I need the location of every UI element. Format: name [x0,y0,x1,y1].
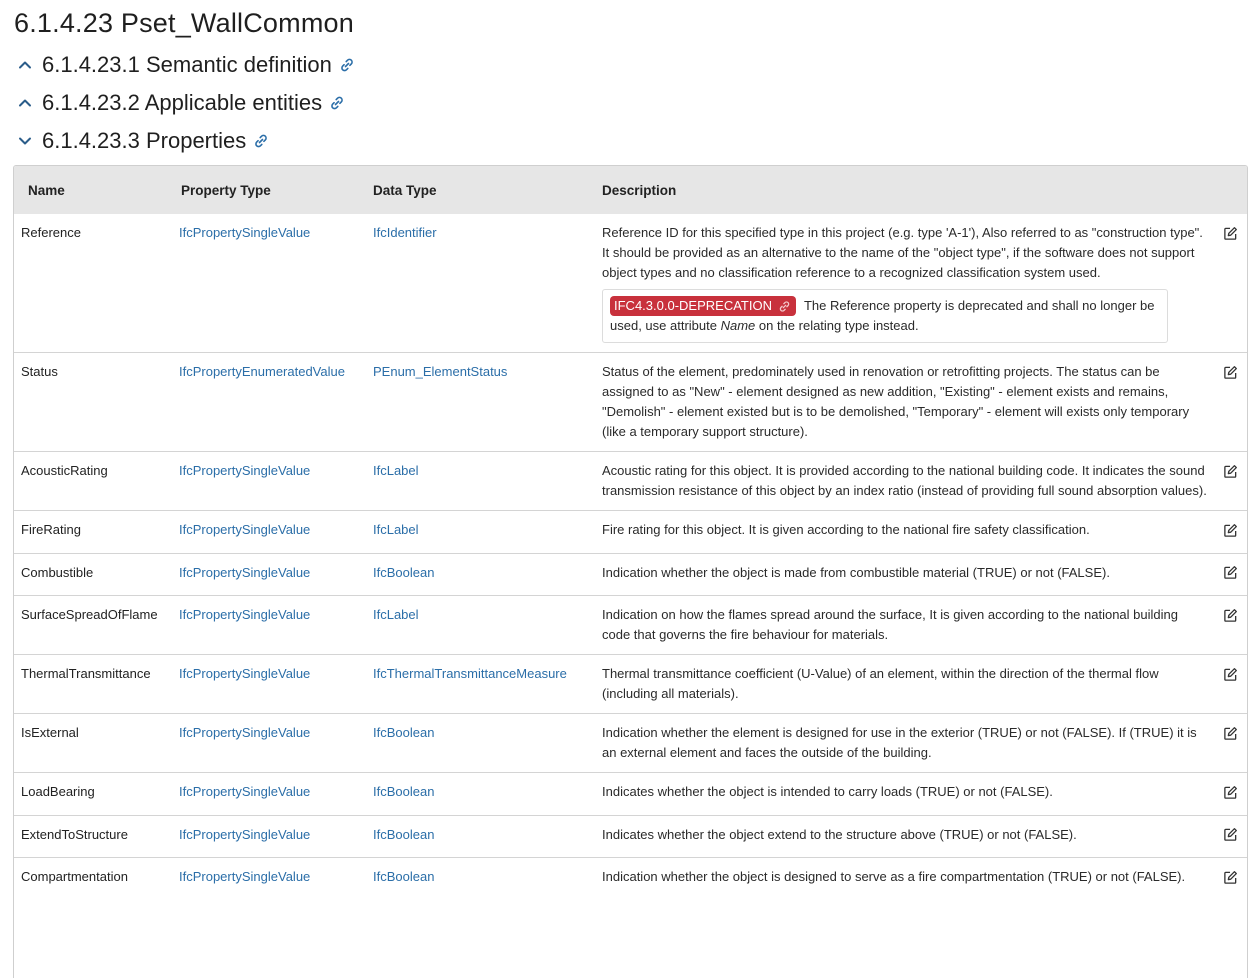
edit-icon[interactable] [1221,462,1239,480]
property-name: ThermalTransmittance [14,655,173,714]
table-row [14,214,1247,353]
property-type-link[interactable]: IfcPropertySingleValue [179,784,311,799]
data-type-link[interactable]: IfcIdentifier [373,225,437,240]
description-cell [596,655,1213,714]
property-type-cell [173,773,367,816]
section-label: 6.1.4.23.1 Semantic definition [42,52,332,77]
header-property-type: Property Type [173,166,367,214]
data-type-link[interactable]: IfcLabel [373,607,419,622]
data-type-link[interactable]: IfcBoolean [373,725,435,740]
description-cell [596,452,1213,511]
edit-icon[interactable] [1221,724,1239,742]
description-text: Reference ID for this specified type in this project (e.g. type 'A-1'), Also referred to as "construction type". It should be provided as an alternative to the name of the "object type", if the software does not support object types and no classification reference to a recognized classification system used. [602,225,1203,280]
data-type-cell [367,214,596,353]
data-type-cell [367,655,596,714]
property-type-cell [173,214,367,353]
description-text: Indicates whether the object is intended to carry loads (TRUE) or not (FALSE). [602,784,1053,799]
edit-cell [1213,553,1247,596]
edit-icon[interactable] [1221,868,1239,886]
property-type-link[interactable]: IfcPropertySingleValue [179,869,311,884]
header-name: Name [14,166,173,214]
edit-icon[interactable] [1221,783,1239,801]
chevron-down-icon [14,130,36,152]
deprecation-text: The Reference property is deprecated and shall no longer be used, use attribute [610,298,1155,333]
data-type-link[interactable]: IfcBoolean [373,826,435,842]
data-type-link[interactable]: IfcBoolean [373,869,435,884]
section-applicable-entities[interactable] [14,86,345,120]
description-text: Indication on how the flames spread around the surface, It is given according to the national building code that governs the fire behaviour for materials. [602,607,1178,642]
link-icon[interactable] [253,133,269,149]
data-type-link[interactable]: IfcLabel [373,463,419,478]
property-type-link[interactable]: IfcPropertySingleValue [179,225,311,240]
property-type-cell [173,452,367,511]
property-type-link[interactable]: IfcPropertySingleValue [179,522,311,537]
data-type-cell [367,858,596,900]
section-properties[interactable] [14,124,269,158]
edit-cell [1213,858,1247,900]
property-type-link[interactable]: IfcPropertyEnumeratedValue [179,364,345,379]
chevron-up-icon [14,92,36,114]
property-type-cell [173,353,367,452]
description-cell [596,815,1213,858]
description-cell [596,773,1213,816]
property-type-cell [173,553,367,596]
edit-icon[interactable] [1221,564,1239,582]
description-cell [596,214,1213,353]
property-name: LoadBearing [14,773,173,816]
description-text: Indication whether the object is made from combustible material (TRUE) or not (FALSE). [602,564,1110,580]
property-type-cell [173,596,367,655]
deprecation-text-end: on the relating type instead. [755,318,919,333]
header-edit [1213,166,1247,214]
table-row [14,553,1247,596]
section-label: 6.1.4.23.3 Properties [42,128,247,153]
property-type-cell [173,511,367,554]
data-type-cell [367,596,596,655]
edit-icon[interactable] [1221,606,1239,624]
description-text: Status of the element, predominately used in renovation or retrofitting projects. The status can be assigned to as "New" - element designed as new addition, "Existing" - element exists and remains, "Demolish" - element existed but is to be demolished, "Temporary" - element will exists only temporary (like a temporary support structure). [602,364,1190,439]
property-name: Reference [21,225,81,240]
description-cell [596,511,1213,554]
section-label: 6.1.4.23.2 Applicable entities [42,90,323,115]
link-icon[interactable] [329,95,345,111]
data-type-cell [367,511,596,554]
edit-cell [1213,655,1247,714]
property-name: IsExternal [14,714,173,773]
description-cell [596,596,1213,655]
edit-icon[interactable] [1221,665,1239,683]
description-text: Acoustic rating for this object. It is provided according to the national building code. It indicates the sound transmission resistance of this object by an index ratio (instead of providing full sound absorption values). [602,463,1207,498]
data-type-link[interactable]: PEnum_ElementStatus [373,364,508,379]
description-text: Indicates whether the object extend to the structure above (TRUE) or not (FALSE). [602,826,1077,842]
data-type-cell [367,714,596,773]
data-type-link[interactable]: IfcLabel [373,522,419,537]
table-header-row [14,166,1247,214]
chevron-up-icon [14,54,36,76]
data-type-cell [367,553,596,596]
property-type-link[interactable]: IfcPropertySingleValue [179,826,311,842]
description-text: Thermal transmittance coefficient (U-Value) of an element, within the direction of the thermal flow (including all materials). [602,666,1159,701]
edit-icon[interactable] [1221,224,1239,242]
property-name: SurfaceSpreadOfFlame [14,596,173,655]
table-row [14,655,1247,714]
link-icon[interactable] [339,57,355,73]
property-name: Combustible [14,553,173,596]
edit-cell [1213,596,1247,655]
table-row [14,815,1247,858]
table-row [14,858,1247,900]
property-name: FireRating [14,511,173,554]
edit-cell [1213,353,1247,452]
deprecation-note [602,289,1168,343]
table-row [14,511,1247,554]
table-row [14,714,1247,773]
data-type-cell [367,353,596,452]
property-type-link[interactable]: IfcPropertySingleValue [179,666,311,681]
property-type-cell [173,815,367,858]
property-name: ExtendToStructure [14,815,173,858]
property-type-cell [173,714,367,773]
data-type-cell [367,452,596,511]
table-row [14,353,1247,452]
data-type-link[interactable]: IfcThermalTransmittanceMeasure [373,666,567,681]
link-icon [772,300,791,313]
property-type-link[interactable]: IfcPropertySingleValue [179,725,311,740]
data-type-cell [367,773,596,816]
table-row [14,596,1247,655]
header-description: Description [596,166,1213,214]
edit-icon[interactable] [1221,521,1239,539]
edit-cell [1213,214,1247,353]
property-type-cell [173,858,367,900]
description-text: Indication whether the element is designed for use in the exterior (TRUE) or not (FALSE). If (TRUE) it is an external element and faces the outside of the building. [602,725,1197,760]
properties-table [13,165,1248,978]
edit-cell [1213,714,1247,773]
property-type-link[interactable]: IfcPropertySingleValue [179,463,311,478]
section-semantic-definition[interactable] [14,48,355,82]
data-type-link[interactable]: IfcBoolean [373,784,435,799]
property-type-link[interactable]: IfcPropertySingleValue [179,564,311,580]
data-type-cell [367,815,596,858]
edit-icon[interactable] [1221,363,1239,381]
deprecation-attribute: Name [720,318,756,333]
description-text: Indication whether the object is designed to serve as a fire compartmentation (TRUE) or not (FALSE). [602,869,1186,884]
property-type-cell [173,655,367,714]
property-type-link[interactable]: IfcPropertySingleValue [179,607,311,622]
header-data-type: Data Type [367,166,596,214]
description-text: Fire rating for this object. It is given according to the national fire safety classification. [602,522,1090,537]
description-cell [596,353,1213,452]
property-name: AcousticRating [14,452,173,511]
description-cell [596,858,1213,900]
table-row [14,452,1247,511]
property-name: Compartmentation [14,858,173,900]
edit-cell [1213,511,1247,554]
edit-cell [1213,452,1247,511]
deprecation-badge[interactable]: IFC4.3.0.0-DEPRECATION [610,296,796,316]
description-cell [596,714,1213,773]
data-type-link[interactable]: IfcBoolean [373,564,435,580]
edit-icon[interactable] [1221,826,1239,844]
edit-cell [1213,815,1247,858]
page-title: 6.1.4.23 Pset_WallCommon [14,8,354,38]
property-name: Status [14,353,173,452]
edit-cell [1213,773,1247,816]
description-cell [596,553,1213,596]
table-row [14,773,1247,816]
